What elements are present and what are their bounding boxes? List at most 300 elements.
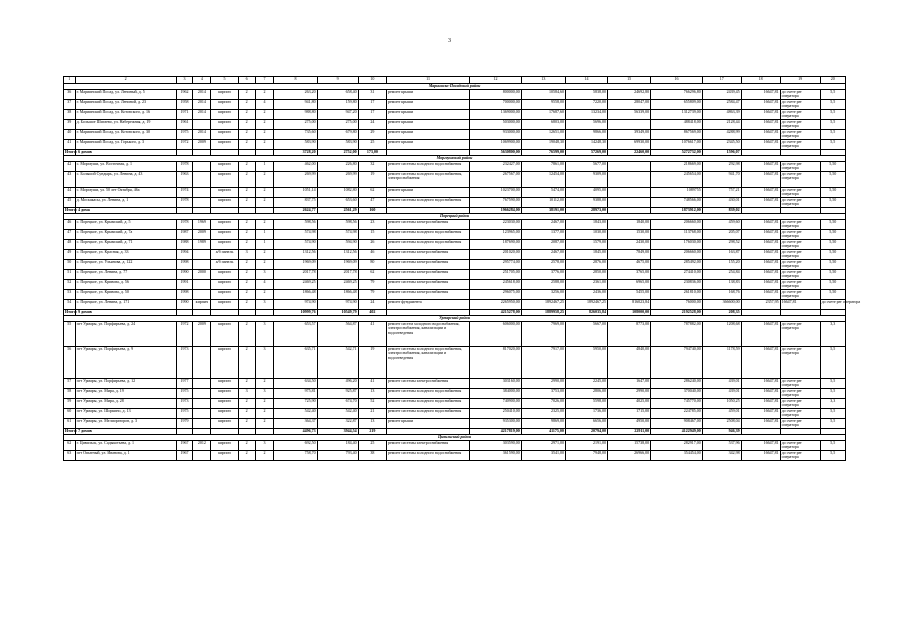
header-cell: 19 bbox=[780, 77, 820, 84]
table-cell: 439,01 bbox=[702, 389, 741, 399]
table-cell: 1866,48 bbox=[274, 290, 317, 300]
table-cell: 6803,00 bbox=[521, 120, 565, 130]
table-cell: ремонт системы холодного водоснабжения bbox=[387, 389, 470, 399]
table-cell: 5,5 bbox=[820, 90, 845, 100]
table-cell: 16647,81 bbox=[741, 389, 780, 399]
table-cell: 583,90 bbox=[274, 140, 317, 150]
table-cell: до счете рег оператора bbox=[780, 280, 820, 290]
table-cell: 24692,80 bbox=[608, 90, 651, 100]
table-cell: ремонт системы электроснабжения bbox=[387, 260, 470, 270]
table-cell: 5,50 bbox=[820, 230, 845, 240]
table-cell: 3,3 bbox=[820, 322, 845, 347]
table-cell: 52 bbox=[358, 399, 386, 409]
table-cell: 6965,00 bbox=[608, 280, 651, 290]
table-cell: 4288,99 bbox=[702, 130, 741, 140]
table-cell: 974,90 bbox=[274, 300, 317, 310]
table-cell: 1736,00 bbox=[565, 409, 607, 419]
table-cell: 53 bbox=[64, 290, 76, 300]
table-cell: 384000,00 bbox=[470, 389, 522, 399]
table-cell: 232427,00 bbox=[470, 162, 522, 172]
table-cell: до счете рег оператора bbox=[780, 140, 820, 150]
table-cell: 679,80 bbox=[317, 130, 358, 140]
table-cell bbox=[608, 172, 651, 188]
table-row bbox=[64, 322, 846, 347]
table-cell: 1030,00 bbox=[565, 230, 607, 240]
table-cell: ремонт системы холодного водоснабжения, электроснабжения bbox=[387, 172, 470, 188]
table-cell: ремонт крыши bbox=[387, 120, 470, 130]
table-cell: 16647,81 bbox=[741, 409, 780, 419]
table-cell: 908467,00 bbox=[651, 419, 703, 429]
table-cell: 5,50 bbox=[820, 270, 845, 280]
table-cell: 1972 bbox=[176, 322, 193, 347]
table-cell: 1892467,25 bbox=[521, 300, 565, 310]
table-cell: 3 bbox=[238, 250, 255, 260]
table-cell: 269,99 bbox=[274, 172, 317, 188]
table-cell: до счете рег оператора bbox=[780, 250, 820, 260]
table-cell: 5,50 bbox=[820, 220, 845, 230]
table-cell: 2 bbox=[238, 260, 255, 270]
table-cell: 267567,00 bbox=[470, 172, 522, 188]
table-cell: 342,98 bbox=[702, 451, 741, 461]
table-cell: 62 bbox=[358, 188, 386, 198]
table-cell: 5,50 bbox=[820, 290, 845, 300]
table-cell: 542,40 bbox=[274, 409, 317, 419]
table-cell: 946,39 bbox=[702, 429, 741, 435]
table-cell: 2850,00 bbox=[565, 270, 607, 280]
table-cell: 364,37 bbox=[274, 419, 317, 429]
table-cell: 3 bbox=[255, 270, 274, 280]
table-cell: 658,40 bbox=[317, 90, 358, 100]
table-cell bbox=[193, 162, 211, 172]
table-cell: 5696,00 bbox=[565, 120, 607, 130]
table-cell: с. Порецкое, ул. Крымский, д. 5 bbox=[75, 220, 176, 230]
table-cell: 3541,00 bbox=[521, 451, 565, 461]
table-cell: 24 bbox=[358, 120, 386, 130]
table-cell: 370040,00 bbox=[651, 389, 703, 399]
table-cell: кирпич bbox=[211, 451, 238, 461]
table-cell: 54 bbox=[64, 300, 76, 310]
table-cell: 2469,25 bbox=[317, 280, 358, 290]
table-row bbox=[64, 419, 846, 429]
header-cell: 14 bbox=[565, 77, 607, 84]
table-cell: 598,56 bbox=[274, 220, 317, 230]
table-cell: 2 bbox=[255, 409, 274, 419]
table-cell bbox=[193, 419, 211, 429]
table-cell: 155,20 bbox=[702, 260, 741, 270]
table-cell: 285492,00 bbox=[651, 260, 703, 270]
table-cell: 2 bbox=[255, 379, 274, 389]
table-cell: 2 bbox=[255, 399, 274, 409]
table-cell: 1873912,00 bbox=[651, 208, 703, 214]
table-cell: 2009 bbox=[193, 322, 211, 347]
table-cell: 23 bbox=[358, 220, 386, 230]
table-cell: 24 bbox=[358, 300, 386, 310]
table-cell: 748566,00 bbox=[651, 198, 703, 208]
table-cell: 1579,00 bbox=[565, 240, 607, 250]
table-cell bbox=[193, 198, 211, 208]
table-row bbox=[64, 100, 846, 110]
table-cell: 2009 bbox=[193, 230, 211, 240]
table-cell: 4496,73 bbox=[274, 429, 317, 435]
table-cell: кирпич bbox=[211, 409, 238, 419]
table-cell: 58 bbox=[64, 389, 76, 399]
table-cell: 2 bbox=[255, 188, 274, 198]
header-cell: 12 bbox=[470, 77, 522, 84]
table-cell: 2 bbox=[255, 250, 274, 260]
table-cell: 574,98 bbox=[317, 230, 358, 240]
table-cell: 1972 bbox=[176, 140, 193, 150]
table-cell: кирпич bbox=[211, 198, 238, 208]
table-cell: 5667,00 bbox=[565, 322, 607, 347]
page-number: 3 bbox=[448, 38, 451, 44]
table-cell: 16647,81 bbox=[741, 250, 780, 260]
table-cell: 76599,00 bbox=[521, 150, 565, 156]
table-cell: 2361,00 bbox=[565, 280, 607, 290]
table-cell: ремонт системы электроснабжения bbox=[387, 290, 470, 300]
table-cell: 2 bbox=[255, 198, 274, 208]
table-cell: 2436,00 bbox=[565, 290, 607, 300]
table-cell: кирпич bbox=[211, 162, 238, 172]
header-cell: 18 bbox=[741, 77, 780, 84]
table-cell: 303160,00 bbox=[470, 379, 522, 389]
table-cell: 1969,09 bbox=[274, 260, 317, 270]
table-cell: 275,00 bbox=[274, 120, 317, 130]
table-cell: с. Моргауши, ул. Восточная, д. 1 bbox=[75, 162, 176, 172]
table-cell: 1715,00 bbox=[608, 409, 651, 419]
table-cell: 2 bbox=[238, 399, 255, 409]
table-cell: 9309,00 bbox=[565, 172, 607, 188]
table-cell: 206660,00 bbox=[651, 220, 703, 230]
table-cell: 9558,00 bbox=[521, 100, 565, 110]
table-cell: 2 bbox=[255, 260, 274, 270]
table-cell: 1967 bbox=[176, 451, 193, 461]
table-cell: 5,5 bbox=[820, 100, 845, 110]
table-cell: 4 bbox=[255, 100, 274, 110]
table-row bbox=[64, 441, 846, 451]
table-cell: 19 bbox=[358, 172, 386, 188]
table-cell: 39349,00 bbox=[608, 130, 651, 140]
table-row bbox=[64, 188, 846, 198]
table-cell: 5,50 bbox=[820, 240, 845, 250]
table-cell: ремонт крыши bbox=[387, 140, 470, 150]
table-cell: пгт Урмары, ул. Порфирьева, д. 24 bbox=[75, 322, 176, 347]
table-cell: 160 bbox=[358, 208, 386, 214]
table-cell: 2430,00 bbox=[608, 240, 651, 250]
table-cell: 5,5 bbox=[820, 441, 845, 451]
table-cell: 1967 bbox=[176, 441, 193, 451]
district-title: Моргаушский район bbox=[64, 156, 846, 162]
table-row bbox=[64, 399, 846, 409]
table-cell: 1990 bbox=[176, 300, 193, 310]
table-cell: до счете рег оператора bbox=[820, 300, 845, 310]
table-cell: ремонт системы электроснабжения bbox=[387, 379, 470, 389]
table-cell: 537,96 bbox=[702, 441, 741, 451]
table-cell: 1050,25 bbox=[702, 399, 741, 409]
table-cell: 2 bbox=[238, 220, 255, 230]
table-cell: 2508,04 bbox=[702, 419, 741, 429]
table-cell: 31 bbox=[358, 90, 386, 100]
table-cell: 574,90 bbox=[274, 240, 317, 250]
table-cell: 1969,09 bbox=[317, 260, 358, 270]
table-cell: Итого: 6 домов bbox=[65, 149, 92, 154]
table-cell: 974,90 bbox=[317, 300, 358, 310]
table-cell: 5,50 bbox=[820, 188, 845, 198]
table-cell: 16647,81 bbox=[741, 322, 780, 347]
table-cell: 187690,00 bbox=[470, 240, 522, 250]
table-cell: 1208,68 bbox=[702, 322, 741, 347]
table-cell: 935300,00 bbox=[470, 419, 522, 429]
table-cell: ремонт системы холодного водоснабжения bbox=[387, 240, 470, 250]
table-row bbox=[64, 389, 846, 399]
table-cell: 7026,00 bbox=[521, 399, 565, 409]
table-cell: 38 bbox=[358, 451, 386, 461]
table-cell: 2014 bbox=[193, 100, 211, 110]
table-cell: 5,50 bbox=[820, 162, 845, 172]
table-cell: 1979 bbox=[176, 419, 193, 429]
table-cell: 2017,78 bbox=[317, 270, 358, 280]
table-cell: 16647,81 bbox=[741, 120, 780, 130]
table-cell: 2 bbox=[238, 379, 255, 389]
table-cell: 4122949,00 bbox=[651, 429, 703, 435]
table-cell: 8773,00 bbox=[608, 322, 651, 347]
table-cell bbox=[193, 389, 211, 399]
table-cell: 205,07 bbox=[702, 230, 741, 240]
table-cell: 60 bbox=[64, 409, 76, 419]
table-cell: 5272732,00 bbox=[651, 150, 703, 156]
table-cell bbox=[193, 451, 211, 461]
header-cell: 11 bbox=[387, 77, 470, 84]
table-cell: 2 bbox=[255, 90, 274, 100]
table-cell: 14248,30 bbox=[565, 140, 607, 150]
table-cell: 41 bbox=[358, 322, 386, 347]
table-cell: г. Мариинский Посад, ул. Котовского, д. 16 bbox=[75, 110, 176, 120]
table-cell: 2000 bbox=[193, 270, 211, 280]
table-cell: с. Порецкое, ул. Красная, д. 33 bbox=[75, 250, 176, 260]
table-cell bbox=[193, 250, 211, 260]
table-cell bbox=[193, 188, 211, 198]
table-cell: 2971,00 bbox=[521, 441, 565, 451]
table-cell: 16647,81 bbox=[741, 441, 780, 451]
table-cell: 19048,30 bbox=[521, 140, 565, 150]
table-cell: 674,70 bbox=[317, 399, 358, 409]
table-cell: 496,20 bbox=[317, 379, 358, 389]
table-cell: кирпич bbox=[211, 130, 238, 140]
table-cell: 1023700,00 bbox=[470, 188, 522, 198]
table-cell: пгт Урмары, ул. Порфирьева, д. 9 bbox=[75, 347, 176, 379]
table-cell: 2191,00 bbox=[565, 441, 607, 451]
table-cell: 816023,84 bbox=[608, 300, 651, 310]
table-cell: 295774,00 bbox=[470, 260, 522, 270]
table-cell: 2 bbox=[238, 110, 255, 120]
table-row bbox=[64, 280, 846, 290]
table-cell: 5,50 bbox=[820, 280, 845, 290]
table-cell bbox=[193, 120, 211, 130]
table-cell: 4095,00 bbox=[565, 188, 607, 198]
table-cell: 745770,00 bbox=[651, 399, 703, 409]
table-cell: 25 bbox=[358, 140, 386, 150]
table-cell: 21 bbox=[358, 409, 386, 419]
table-cell: 219 bbox=[358, 429, 386, 435]
table-cell: 1082,80 bbox=[317, 188, 358, 198]
table-cell: пгт Урмары, ул. Мира, д. 28 bbox=[75, 399, 176, 409]
table-cell: 1 bbox=[255, 240, 274, 250]
table-cell: кирпич bbox=[211, 419, 238, 429]
table-cell: с. Порецкое, ул. Ульянова, д. 122 bbox=[75, 260, 176, 270]
table-cell: 2 bbox=[238, 172, 255, 188]
table-cell: ремонт систем холодного водоснабжения, электроснабжения, канализации и водоотведения bbox=[387, 322, 470, 347]
table-cell: до счете рег оператора bbox=[780, 419, 820, 429]
table-cell: 40 bbox=[64, 130, 76, 140]
table-cell bbox=[193, 347, 211, 379]
table-row bbox=[64, 347, 846, 379]
table-cell: до счете рег оператора bbox=[780, 260, 820, 270]
table-cell: 2 bbox=[238, 322, 255, 347]
table-cell: 57 bbox=[64, 379, 76, 389]
table-row bbox=[64, 140, 846, 150]
table-cell: 692,50 bbox=[274, 441, 317, 451]
table-cell: 16647,81 bbox=[741, 90, 780, 100]
table-cell: 7917,00 bbox=[521, 347, 565, 379]
table-cell: до счете рег оператора bbox=[780, 389, 820, 399]
table-cell: 793,40 bbox=[317, 451, 358, 461]
table-cell: 3 bbox=[255, 389, 274, 399]
table-cell: 176030,00 bbox=[651, 240, 703, 250]
table-cell: 26966,00 bbox=[608, 451, 651, 461]
header-cell: 17 bbox=[702, 77, 741, 84]
table-cell: 286240,00 bbox=[651, 379, 703, 389]
table-cell: до счете рег оператора bbox=[780, 290, 820, 300]
table-cell: 5677,00 bbox=[565, 162, 607, 172]
table-cell: 740900,00 bbox=[470, 399, 522, 409]
table-row bbox=[64, 300, 846, 310]
table-row bbox=[64, 198, 846, 208]
table-cell: 80 bbox=[358, 260, 386, 270]
table-cell: кирпич bbox=[211, 347, 238, 379]
table-cell: ремонт системы электроснабжения bbox=[387, 270, 470, 280]
table-body bbox=[64, 76, 861, 461]
table-cell: 1178,59 bbox=[702, 347, 741, 379]
table-cell: 574,98 bbox=[274, 230, 317, 240]
table-cell: 2439,45 bbox=[702, 90, 741, 100]
table-cell: 123965,00 bbox=[470, 230, 522, 240]
table-cell bbox=[608, 198, 651, 208]
table-cell: кирпич bbox=[211, 172, 238, 188]
table-cell: с. Порецкое, ул. Ленина, д. 77 bbox=[75, 270, 176, 280]
table-cell: ремонт системы холодного водоснабжения bbox=[387, 198, 470, 208]
table-cell: 5950,00 bbox=[565, 347, 607, 379]
table-cell: ремонт системы холодного водоснабжения, электроснабжения, канализации и водоотведения bbox=[387, 347, 470, 379]
table-cell: ремонт системы электроснабжения bbox=[387, 441, 470, 451]
table-cell: 2 bbox=[255, 290, 274, 300]
header-cell: 13 bbox=[521, 77, 565, 84]
table-cell: 2128,44 bbox=[702, 120, 741, 130]
table-cell: 16647,81 bbox=[741, 347, 780, 379]
table-cell: 2 bbox=[238, 280, 255, 290]
table-cell: 37 bbox=[64, 100, 76, 110]
table-cell: 2 bbox=[238, 290, 255, 300]
table-cell: 45 bbox=[64, 198, 76, 208]
table-row bbox=[64, 162, 846, 172]
table-cell: 230836,00 bbox=[651, 280, 703, 290]
table-cell: 184,40 bbox=[317, 441, 358, 451]
table-cell: 5,5 bbox=[820, 379, 845, 389]
table-row bbox=[64, 240, 846, 250]
table-cell: 430,01 bbox=[702, 198, 741, 208]
table-cell: 16647,81 bbox=[741, 140, 780, 150]
table-cell: 69930,00 bbox=[608, 140, 651, 150]
table-cell bbox=[608, 188, 651, 198]
table-cell: 3256,00 bbox=[521, 290, 565, 300]
table-cell: 4025,00 bbox=[608, 399, 651, 409]
table-cell: 2 bbox=[238, 270, 255, 280]
table-cell: пгт Урмары, ул. Порфирьева, д. 12 bbox=[75, 379, 176, 389]
table-cell: 19 bbox=[358, 347, 386, 379]
table-cell: д. Большое Шигаево, ул. Набережная, д. 19 bbox=[75, 120, 176, 130]
table-cell: 41175,00 bbox=[521, 429, 565, 435]
table-cell bbox=[608, 120, 651, 130]
table-cell: с. Моргауши, ул. 50 лет Октября, 46а bbox=[75, 188, 176, 198]
district-title: Урмарский район bbox=[64, 316, 846, 322]
table-cell: ремонт системы холодного водоснабжения bbox=[387, 162, 470, 172]
table-cell: пгт Опытный, ул. Иванова, д. 1 bbox=[75, 451, 176, 461]
table-cell: до счете рег оператора bbox=[780, 409, 820, 419]
table-cell: 17687,60 bbox=[521, 110, 565, 120]
table-cell: 2 bbox=[238, 140, 255, 150]
table-cell: 10999,76 bbox=[274, 310, 317, 316]
table-cell: ремонт фундамента bbox=[387, 300, 470, 310]
table-cell: 15 bbox=[358, 230, 386, 240]
table-cell: 988,80 bbox=[274, 110, 317, 120]
table-cell: до счете рег оператора bbox=[780, 120, 820, 130]
table-cell bbox=[193, 290, 211, 300]
table-cell: 606000,00 bbox=[470, 322, 522, 347]
table-cell: 29 bbox=[358, 130, 386, 140]
table-cell: 361590,00 bbox=[470, 451, 522, 461]
table-cell bbox=[193, 280, 211, 290]
table-cell bbox=[608, 162, 651, 172]
table-cell: до счете рег оператора bbox=[780, 240, 820, 250]
table-cell: 251705,00 bbox=[470, 270, 522, 280]
table-cell: 46 bbox=[64, 220, 76, 230]
table-cell: 2014 bbox=[193, 130, 211, 140]
table-cell: 1889958,25 bbox=[521, 310, 565, 316]
table-cell: 1963 bbox=[176, 172, 193, 188]
table-cell: 263,20 bbox=[274, 90, 317, 100]
table-row bbox=[64, 260, 846, 270]
table-cell: 2 bbox=[255, 120, 274, 130]
table-cell: 653,60 bbox=[317, 198, 358, 208]
table-cell: 1973 bbox=[176, 399, 193, 409]
table-cell: 16647,81 bbox=[741, 280, 780, 290]
table-cell: 1962 bbox=[176, 90, 193, 100]
table-cell: 2087,00 bbox=[521, 240, 565, 250]
table-cell: 16647,81 bbox=[741, 451, 780, 461]
table-cell: 16647,81 bbox=[741, 130, 780, 140]
table-cell: до счете рег оператора bbox=[780, 230, 820, 240]
table-cell: 4675,00 bbox=[608, 260, 651, 270]
table-cell: 5474,00 bbox=[521, 188, 565, 198]
table-cell: ремонт системы холодного водоснабжения bbox=[387, 230, 470, 240]
table-cell: до счете рег оператора bbox=[780, 172, 820, 188]
table-cell: ремонт системы холодного водоснабжения bbox=[387, 399, 470, 409]
table-cell: до счете рег оператора bbox=[780, 379, 820, 389]
table-cell: 16647,81 bbox=[741, 379, 780, 389]
header-cell: 9 bbox=[317, 77, 358, 84]
table-cell: г. Мариинский Посад, ул. Горького, д. 3 bbox=[75, 140, 176, 150]
table-cell bbox=[193, 379, 211, 389]
table-cell: 1988 bbox=[176, 240, 193, 250]
table-cell: Итого: 7 домов bbox=[65, 428, 92, 433]
